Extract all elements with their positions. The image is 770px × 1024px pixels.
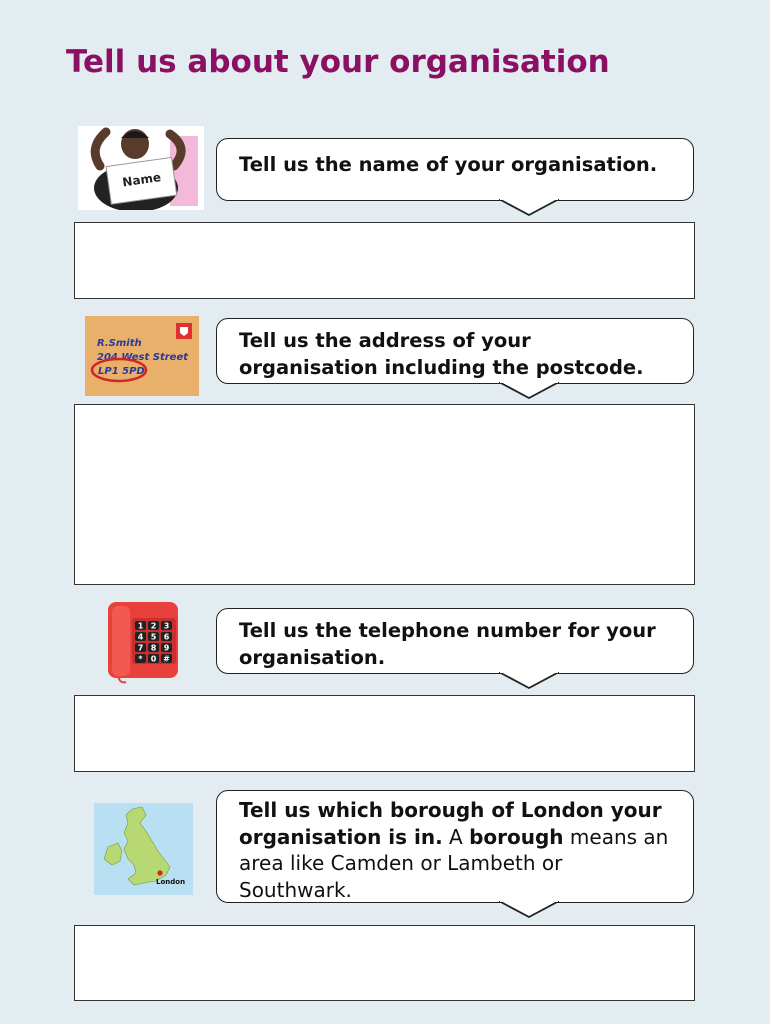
key-5: 5	[150, 632, 157, 642]
key-3: 3	[163, 621, 170, 631]
london-label: London	[156, 878, 186, 886]
organisation-telephone-field[interactable]	[74, 695, 695, 772]
page-title: Tell us about your organisation	[66, 44, 610, 80]
person-holding-name-sign-image	[78, 126, 204, 210]
key-2: 2	[150, 621, 157, 631]
envelope-address-image	[85, 316, 199, 396]
prompt-bubble-telephone	[216, 608, 694, 674]
prompt-borough-rest: means an area like Camden or Lambeth or Southwark.	[239, 824, 669, 902]
key-7: 7	[137, 643, 144, 653]
prompt-bubble-address	[216, 318, 694, 384]
prompt-borough-bold: Tell us which borough of London your organisation is in.	[239, 798, 662, 849]
telephone-image	[106, 600, 180, 684]
key-9: 9	[163, 643, 170, 653]
bubble-tail	[499, 199, 559, 217]
envelope-name-text: R.Smith	[97, 338, 142, 349]
key-4: 4	[137, 632, 144, 642]
key-hash: #	[163, 654, 170, 664]
key-0: 0	[150, 654, 157, 664]
prompt-borough-a: A	[442, 824, 470, 849]
bubble-tail	[499, 901, 559, 919]
key-1: 1	[137, 621, 144, 631]
key-6: 6	[163, 632, 170, 642]
bubble-tail	[499, 672, 559, 690]
name-sign-text: Name	[121, 170, 162, 190]
prompt-address-text: Tell us the address of your organisation including the postcode.	[239, 329, 644, 379]
prompt-borough-bold2: borough	[469, 824, 564, 849]
envelope-postcode-text: LP1 5PD	[98, 366, 145, 377]
prompt-telephone-text: Tell us the telephone number for your organisation.	[239, 619, 656, 669]
uk-map-image	[94, 803, 193, 895]
envelope-street-text: 204 West Street	[97, 352, 189, 363]
bubble-tail	[499, 382, 559, 400]
key-star: *	[138, 654, 143, 664]
prompt-bubble-name	[216, 138, 694, 201]
key-8: 8	[150, 643, 157, 653]
prompt-name-text: Tell us the name of your organisation.	[239, 153, 658, 176]
organisation-address-field[interactable]	[74, 404, 695, 585]
prompt-bubble-borough	[216, 790, 694, 903]
organisation-borough-field[interactable]	[74, 925, 695, 1001]
organisation-name-field[interactable]	[74, 222, 695, 299]
